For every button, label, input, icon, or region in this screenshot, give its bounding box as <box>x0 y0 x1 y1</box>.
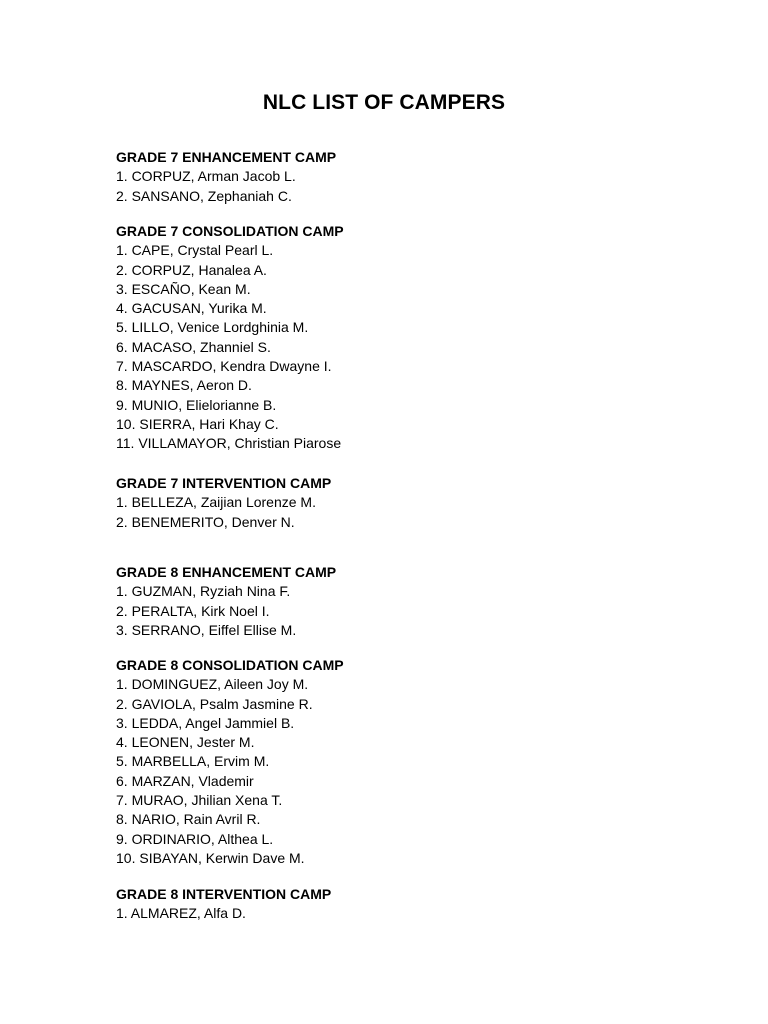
camper-list <box>116 904 331 923</box>
section-heading: GRADE 7 ENHANCEMENT CAMP <box>116 149 337 165</box>
camp-section-grade-7-enhancement <box>116 148 336 206</box>
list-item: 2. PERALTA, Kirk Noel I. <box>116 602 270 619</box>
camp-section-grade-8-intervention <box>116 885 331 924</box>
camper-list <box>116 167 336 206</box>
list-item: 2. BENEMERITO, Denver N. <box>116 513 295 530</box>
list-item: 2. GAVIOLA, Psalm Jasmine R. <box>116 695 313 712</box>
list-item: 5. LILLO, Venice Lordghinia M. <box>116 319 309 336</box>
list-item: 3. LEDDA, Angel Jammiel B. <box>116 714 295 731</box>
camper-list <box>116 241 344 453</box>
list-item: 7. MASCARDO, Kendra Dwayne I. <box>116 358 332 375</box>
section-heading: GRADE 8 INTERVENTION CAMP <box>116 886 332 902</box>
list-item: 1. DOMINGUEZ, Aileen Joy M. <box>116 676 309 693</box>
list-item: 9. ORDINARIO, Althea L. <box>116 830 274 847</box>
list-item: 8. MAYNES, Aeron D. <box>116 377 252 394</box>
list-item: 9. MUNIO, Elielorianne B. <box>116 396 277 413</box>
list-item: 6. MARZAN, Vlademir <box>116 772 254 789</box>
camp-section-grade-7-intervention <box>116 474 331 532</box>
list-item: 10. SIERRA, Hari Khay C. <box>116 415 279 432</box>
list-item: 5. MARBELLA, Ervim M. <box>116 753 270 770</box>
list-item: 1. CORPUZ, Arman Jacob L. <box>116 168 296 185</box>
list-item: 10. SIBAYAN, Kerwin Dave M. <box>116 849 305 866</box>
list-item: 11. VILLAMAYOR, Christian Piarose <box>116 435 342 452</box>
list-item: 4. GACUSAN, Yurika M. <box>116 300 267 317</box>
camp-section-grade-8-consolidation <box>116 656 344 868</box>
list-item: 1. GUZMAN, Ryziah Nina F. <box>116 583 291 600</box>
section-heading: GRADE 8 ENHANCEMENT CAMP <box>116 564 337 580</box>
camper-list <box>116 675 344 868</box>
section-heading: GRADE 7 CONSOLIDATION CAMP <box>116 223 344 239</box>
list-item: 8. NARIO, Rain Avril R. <box>116 811 261 828</box>
section-heading: GRADE 8 CONSOLIDATION CAMP <box>116 657 344 673</box>
list-item: 6. MACASO, Zhanniel S. <box>116 338 271 355</box>
list-item: 4. LEONEN, Jester M. <box>116 734 255 751</box>
list-item: 7. MURAO, Jhilian Xena T. <box>116 792 283 809</box>
camper-list <box>116 582 336 640</box>
list-item: 3. ESCAÑO, Kean M. <box>116 280 251 297</box>
list-item: 2. CORPUZ, Hanalea A. <box>116 261 267 278</box>
camper-list <box>116 493 331 532</box>
list-item: 1. BELLEZA, Zaijian Lorenze M. <box>116 494 316 511</box>
list-item: 1. ALMAREZ, Alfa D. <box>116 905 246 922</box>
section-heading: GRADE 7 INTERVENTION CAMP <box>116 475 332 491</box>
list-item: 2. SANSANO, Zephaniah C. <box>116 187 292 204</box>
camp-section-grade-7-consolidation <box>116 222 344 454</box>
camp-section-grade-8-enhancement <box>116 563 336 640</box>
list-item: 3. SERRANO, Eiffel Ellise M. <box>116 621 297 638</box>
page-title: NLC LIST OF CAMPERS <box>262 91 506 114</box>
list-item: 1. CAPE, Crystal Pearl L. <box>116 242 274 259</box>
